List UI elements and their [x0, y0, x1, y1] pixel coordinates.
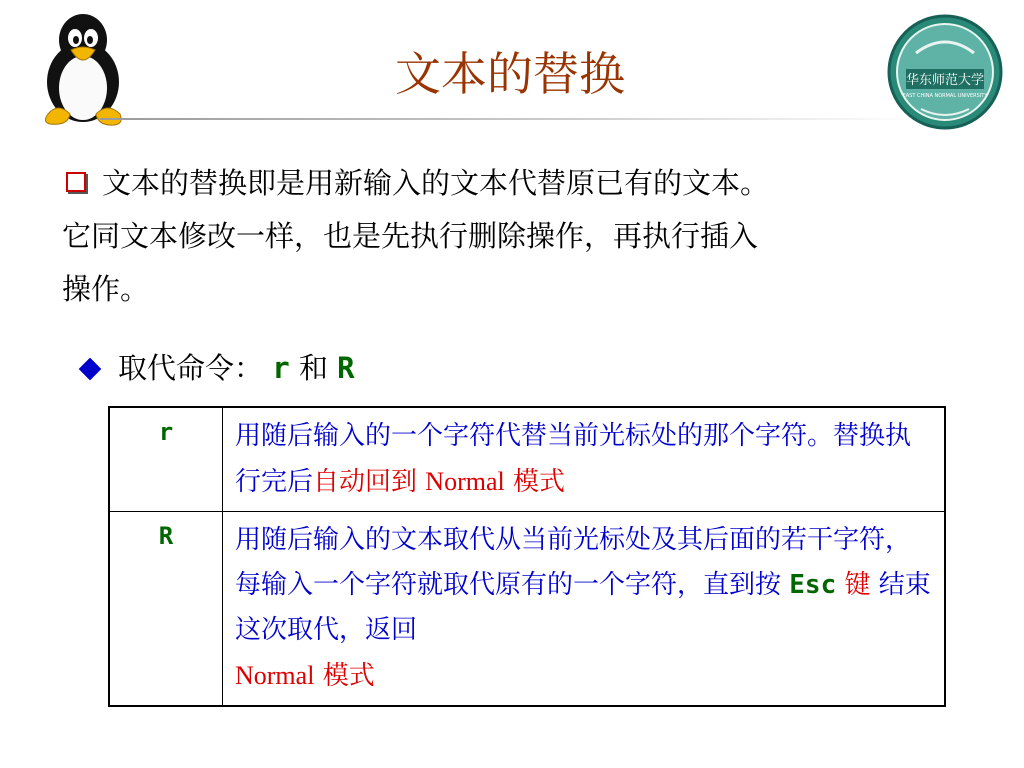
- diamond-bullet-icon: [79, 358, 102, 381]
- page-title: 文本的替换: [395, 47, 625, 101]
- command-subheading: [118, 342, 355, 394]
- intro-paragraph: [62, 157, 962, 316]
- svg-text:华东师范大学: 华东师范大学: [905, 73, 985, 88]
- table-row: [109, 512, 945, 707]
- svg-text:EAST CHINA NORMAL UNIVERSITY: EAST CHINA NORMAL UNIVERSITY: [902, 93, 988, 99]
- command-r: r: [272, 351, 290, 385]
- table-cell-description: 用随后输入的一个字符代替当前光标处的那个字符。替换执行完后自动回到 Normal 模式: [223, 407, 946, 512]
- ecnu-emblem-icon: [886, 13, 1004, 131]
- table-row: [109, 407, 945, 512]
- title-divider: [100, 118, 920, 120]
- table-cell-key: R: [109, 512, 223, 707]
- subheading-colon: ：: [234, 351, 264, 385]
- table-cell-key: r: [109, 407, 223, 512]
- intro-line-2: 它同文本修改一样，也是先执行删除操作，再执行插入: [62, 219, 759, 253]
- intro-line-1: 文本的替换即是用新输入的文本代替原已有的文本。: [102, 166, 770, 200]
- command-R: R: [337, 351, 355, 385]
- subheading-label: 取代命令: [118, 351, 235, 385]
- esc-key-label: Esc: [789, 570, 837, 600]
- table-cell-description: 用随后输入的文本取代从当前光标处及其后面的若干字符，每输入一个字符就取代原有的一个字符，直到按 Esc 键 结束这次取代，返回 Normal 模式: [223, 512, 946, 707]
- tux-penguin-icon: [28, 10, 138, 128]
- intro-line-3: 操作。: [62, 272, 150, 306]
- subheading-and: 和: [298, 351, 328, 385]
- commands-table: [108, 406, 946, 707]
